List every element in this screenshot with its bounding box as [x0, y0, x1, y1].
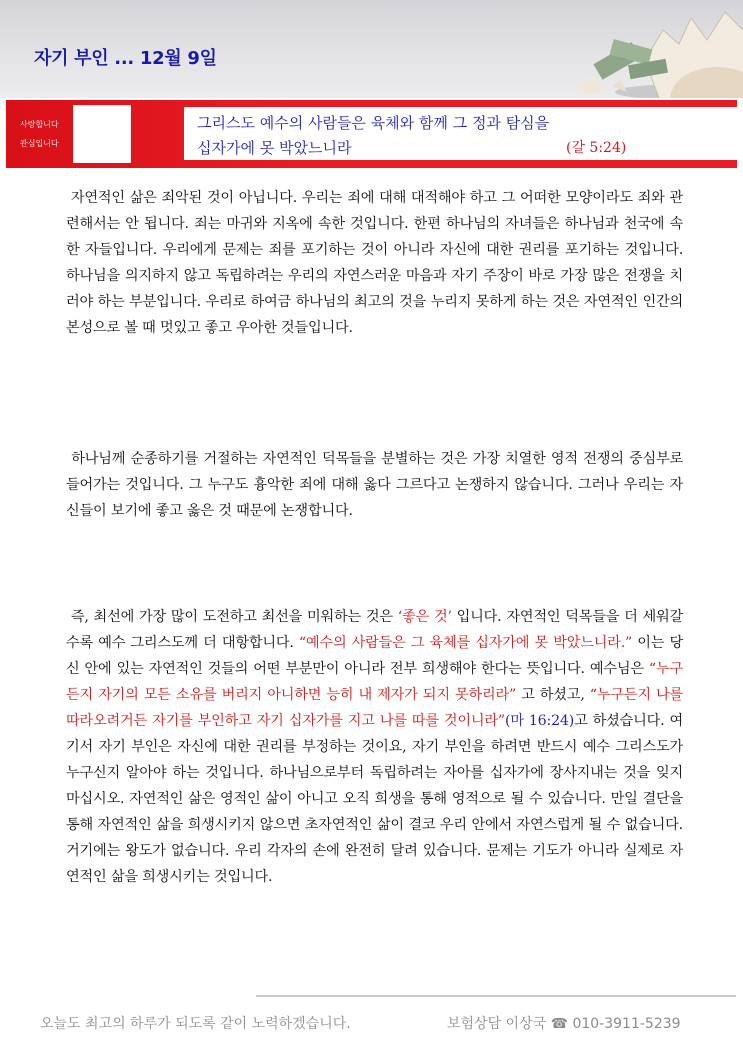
paragraph-3-text-2: 입니다. 자연적인 덕목들을 더 세워갈수록 예수 그리스도께 더 대항합니다. — [66, 609, 683, 651]
matthew-reference: (마 16:24) — [504, 713, 575, 729]
verse-line-1: 그리스도 예수의 사람들은 육체와 함께 그 정과 탐심을 — [197, 114, 550, 132]
banner-white-box — [73, 105, 131, 163]
verse-reference: (갈 5:24) — [566, 140, 627, 156]
footer-message: 오늘도 최고의 하루가 되도록 같이 노력하겠습니다. — [40, 1016, 351, 1032]
paragraph-3-text-3: 이는 당신 안에 있는 자연적인 것들의 어떤 부분만이 아니라 전부 희생해야 한다는 뜻입니다. 예수님은 — [66, 635, 684, 677]
verse-line-2: 십자가에 못 박았느니라 — [197, 139, 352, 157]
paragraph-2-text: 하나님께 순종하기를 거절하는 자연적인 덕목들을 분별하는 것은 가장 치열한 영적 전쟁의 중심부로 들어가는 것입니다. 그 누구도 흉악한 죄에 대해 옳다 그르다고 논쟁하지 않습니다. 그러나 우리는 자신들이 보기에 좋고 옳은 것 때문에 논쟁합니다. — [66, 451, 684, 519]
paragraph-2 — [66, 446, 683, 524]
page-title: 자기 부인 ... 12월 9일 — [34, 48, 217, 69]
broken-egg-money-illustration — [575, 0, 743, 98]
quote-deny-self: “누구든지 나를 따라오려거든 자기를 부인하고 자기 십자가를 지고 나를 따를 것이니라” — [66, 687, 683, 729]
footer-divider — [256, 995, 736, 997]
quote-good-thing: ‘좋은 것’ — [397, 609, 452, 625]
quote-crucified-flesh: “예수의 사람들은 그 육체를 십자가에 못 박았느니라.” — [298, 635, 633, 651]
paragraph-3-text-1: 즉, 최선에 가장 많이 도전하고 최선을 미워하는 것은 — [70, 609, 398, 625]
quote-forsake-all: “누구든지 자기의 모든 소유를 버리지 아니하면 능히 내 제자가 되지 못하리라” — [66, 661, 683, 703]
motto-line-care: 관심입니다 — [20, 139, 59, 148]
paragraph-1 — [66, 185, 683, 341]
paragraph-3-text-4: 고 하셨고, — [516, 687, 590, 703]
footer-contact: 보험상담 이상국 ☎ 010-3911-5239 — [447, 1016, 681, 1032]
paragraph-3 — [66, 604, 683, 890]
paragraph-1-text: 자연적인 삶은 죄악된 것이 아닙니다. 우리는 죄에 대해 대적해야 하고 그 어떠한 모양이라도 죄와 관련해서는 안 됩니다. 죄는 마귀와 지옥에 속한 것입니다. 한편 하나님의 자녀들은 하나님과 천국에 속한 자들입니다. 우리에게 문제는 죄를 포기하는 것이 아니라 자신에 대한 권리를 포기하는 것입니다. 하나님을 의지하지 않고 독립하려는 우리의 자연스러운 마음과 자기 주장이 바로 가장 많은 전쟁을 치러야 하는 부분입니다. 우리로 하여금 하나님의 최고의 것을 누리지 못하게 하는 것은 자연적인 인간의 본성으로 볼 때 멋있고 좋고 우아한 것들입니다. — [66, 190, 684, 336]
page-header — [0, 0, 743, 98]
paragraph-3-text-5: 고 하셨습니다. 여기서 자기 부인은 자신에 대한 권리를 부정하는 것이요, 자기 부인을 하려면 반드시 예수 그리스도가 누구신지 알아야 하는 것입니다. 하나님으로부터 독립하려는 자아를 십자가에 장사지내는 것을 잊지 마십시오. 자연적인 삶은 영적인 삶이 아니고 오직 희생을 통해 영적으로 될 수 있습니다. 만일 결단을 통해 자연적인 삶을 희생시키지 않으면 초자연적인 삶이 결코 우리 안에서 자연스럽게 될 수 없습니다. 거기에는 왕도가 없습니다. 우리 각자의 손에 완전히 달려 있습니다. 문제는 기도가 아니라 실제로 자연적인 삶을 희생시키는 것입니다. — [66, 713, 684, 885]
motto-line-love: 사랑합니다 — [20, 120, 59, 129]
